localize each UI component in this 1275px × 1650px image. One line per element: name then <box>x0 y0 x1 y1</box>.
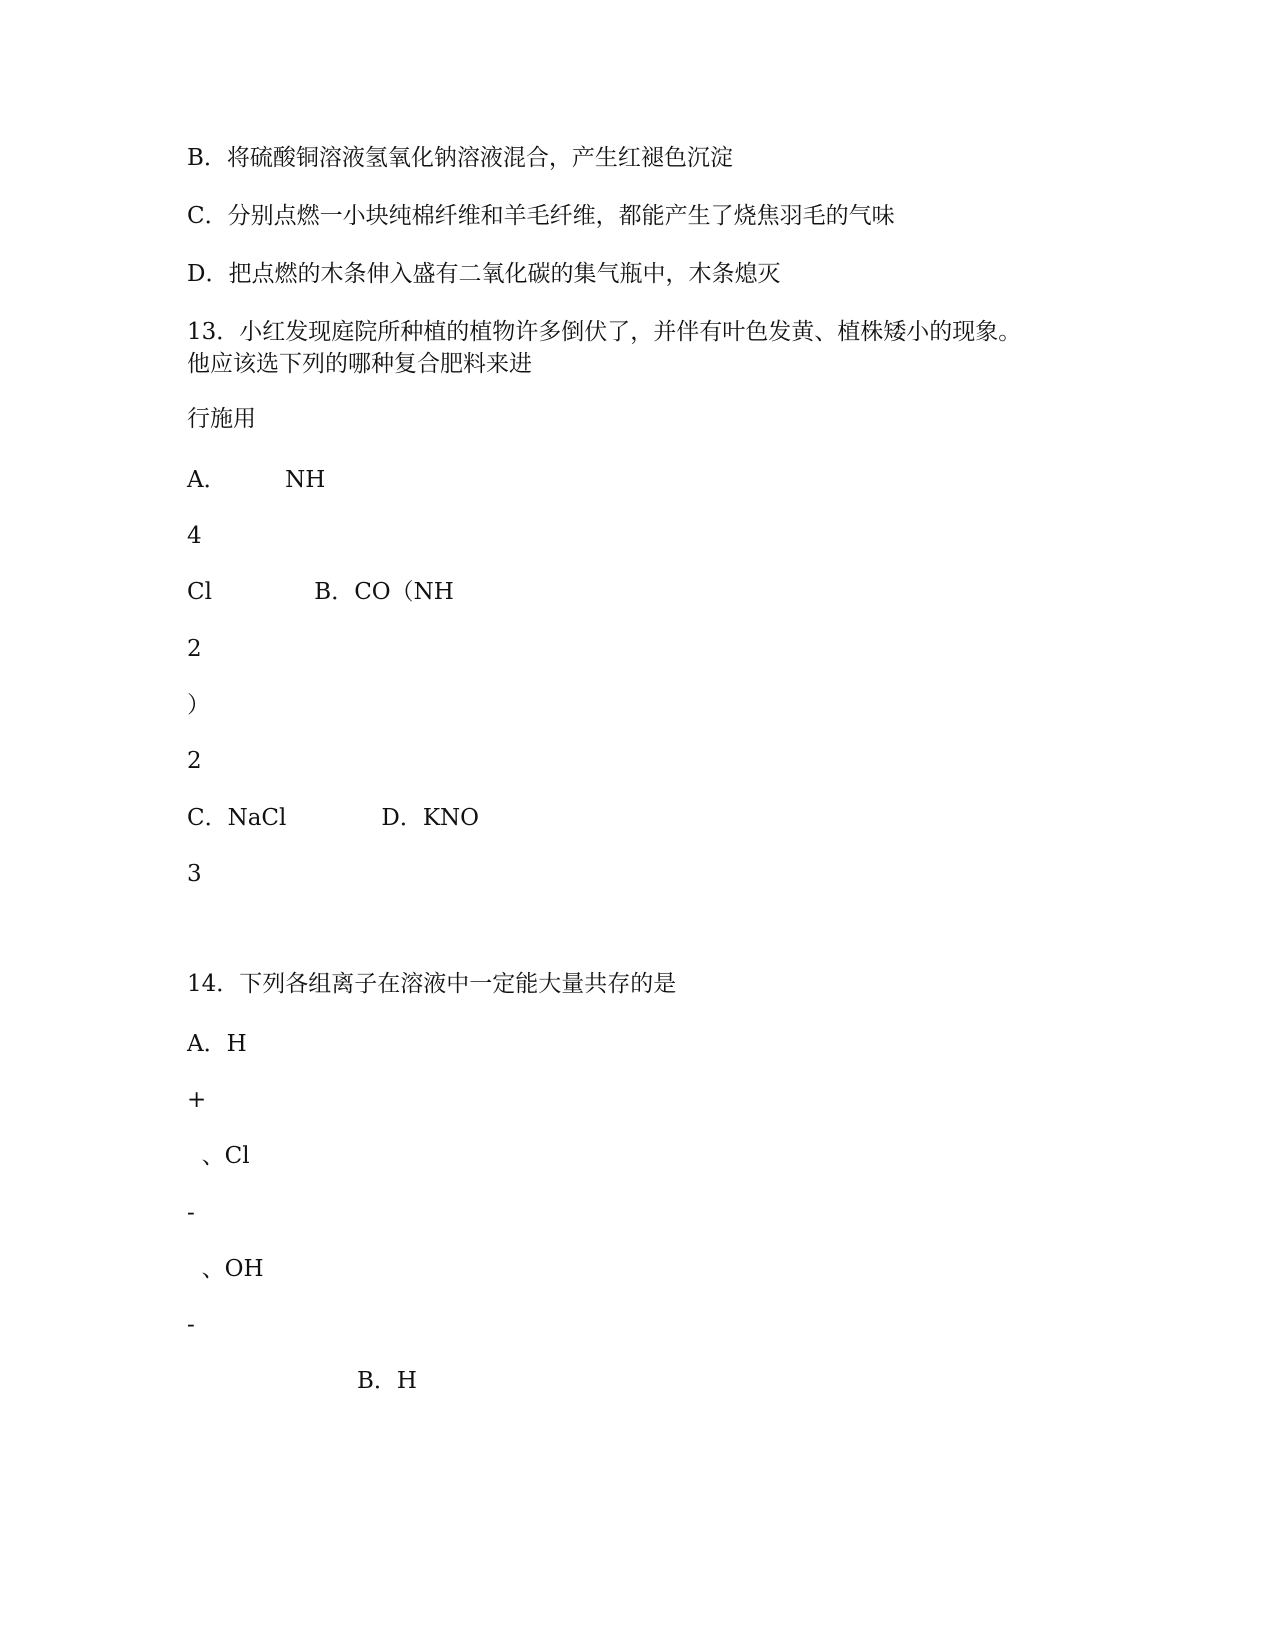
q12-option-c: C．分别点燃一小块纯棉纤维和羊毛纤维，都能产生了烧焦羽毛的气味 <box>187 203 895 229</box>
q14-stem: 14．下列各组离子在溶液中一定能大量共存的是 <box>187 971 677 997</box>
q13-option-b-subscript-2: 2 <box>187 748 202 774</box>
q14-option-a: A．H <box>187 1031 247 1057</box>
q13-stem <box>187 316 1087 380</box>
q13-option-a-cl-and-b: Cl B．CO（NH <box>187 579 454 605</box>
q14-option-b: B．H <box>357 1368 417 1394</box>
q13-option-a: A． NH <box>187 467 326 493</box>
q13-stem-line-2: 他应该选下列的哪种复合肥料来进 <box>187 351 532 377</box>
q13-option-d-subscript: 3 <box>187 861 202 887</box>
q13-option-a-subscript: 4 <box>187 523 202 549</box>
q14-option-a-superscript-3: - <box>187 1312 195 1338</box>
q14-option-a-oh: 、OH <box>187 1256 264 1282</box>
q13-option-c-and-d: C．NaCl D．KNO <box>187 805 480 831</box>
q14-option-a-superscript-1: + <box>187 1087 207 1113</box>
q14-option-a-cl: 、Cl <box>187 1143 250 1169</box>
q13-stem-line-1: 13．小红发现庭院所种植的植物许多倒伏了，并伴有叶色发黄、植株矮小的现象。 <box>187 319 1022 345</box>
q13-option-b-paren: ） <box>187 692 210 718</box>
q13-option-b-subscript-1: 2 <box>187 636 202 662</box>
q13-stem-line-3: 行施用 <box>187 406 256 432</box>
q12-option-b: B．将硫酸铜溶液氢氧化钠溶液混合，产生红褪色沉淀 <box>187 145 733 171</box>
q12-option-d: D．把点燃的木条伸入盛有二氧化碳的集气瓶中，木条熄灭 <box>187 261 781 287</box>
q14-option-a-superscript-2: - <box>187 1200 195 1226</box>
